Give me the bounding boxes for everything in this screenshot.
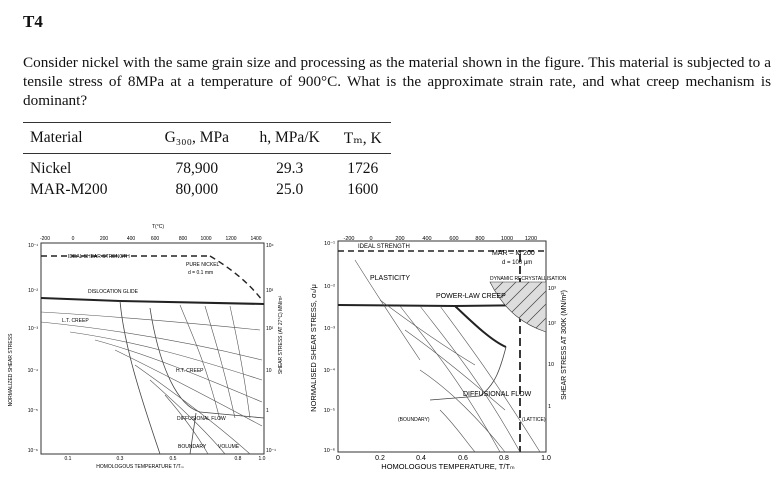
left-y-tick: 10⁻⁶: [27, 448, 38, 454]
left-deformation-map: [8, 224, 284, 470]
right-y-tick: 10⁻¹: [324, 241, 335, 247]
right-right-tick: 10³: [548, 286, 556, 292]
right-dynamic-label: DYNAMIC RECRYSTALLISATION: [490, 276, 567, 282]
left-right-title: SHEAR STRESS (AT 27°C) MN/m²: [278, 295, 284, 375]
right-material-label: MAR – M 200: [492, 250, 535, 257]
right-y-tick: 10⁻²: [324, 284, 335, 290]
left-x-tick: 1.0: [258, 456, 266, 462]
left-x-title: HOMOLOGOUS TEMPERATURE T/Tₘ: [96, 464, 184, 470]
table-cell: 29.3: [276, 159, 304, 177]
table-cell: 78,900: [175, 159, 219, 177]
left-top-tick: 400: [126, 236, 136, 242]
left-region-labels: [62, 254, 240, 450]
table-cell: 1726: [347, 159, 379, 177]
left-y-tick: 10⁻¹: [28, 243, 38, 249]
right-boundary-label: (BOUNDARY): [398, 417, 430, 423]
right-ideal-strength-label: IDEAL STRENGTH: [358, 244, 410, 250]
right-x-tick: 0.8: [499, 455, 509, 462]
left-ht-creep-label: H.T. CREEP: [176, 368, 204, 374]
header-material: Material: [23, 123, 149, 154]
left-grain-size-label: d = 0.1 mm: [188, 270, 214, 276]
left-lt-creep-boundary: [120, 301, 160, 454]
left-boundary-label: BOUNDARY: [178, 444, 207, 450]
left-x-tick: 0.5: [169, 456, 177, 462]
question-text: Consider nickel with the same grain size and processing as the material shown in the figure. This material is subjected to a tensile stress of 8MPa at a temperature of 900°C. What is the approximate strain rate, and what creep mechanism is dominant?: [23, 54, 771, 109]
right-grain-size-label: d = 100 μm: [502, 260, 533, 266]
left-right-tick: 10⁴: [266, 243, 274, 249]
left-glide-boundary: [41, 298, 264, 304]
right-powerlaw-boundary: [455, 306, 506, 347]
left-y-tick: 10⁻⁴: [27, 368, 38, 374]
left-top-tick: 200: [99, 236, 109, 242]
left-top-tick: 600: [150, 236, 160, 242]
table-cell: 25.0: [276, 181, 304, 198]
left-plot-frame: [41, 243, 264, 454]
table-cell: 1600: [347, 181, 379, 198]
table-cell: Nickel: [30, 159, 72, 177]
right-y-tick: 10⁻³: [324, 326, 335, 332]
right-top-tick: 1000: [500, 236, 514, 242]
right-x-tick: 0.4: [416, 455, 426, 462]
left-y-title: NORMALIZED SHEAR STRESS: [8, 333, 14, 407]
left-ideal-strength-label: IDEAL SHEAR STRENGTH: [68, 254, 130, 260]
right-x-tick: 0.6: [458, 455, 468, 462]
question-number: T4: [23, 12, 43, 31]
right-y-tick: 10⁻⁵: [323, 408, 335, 414]
right-right-tick: 10²: [548, 321, 556, 327]
right-x-title: HOMOLOGOUS TEMPERATURE, T/Tₘ: [381, 462, 515, 471]
left-lt-creep-label: L.T. CREEP: [62, 318, 89, 324]
left-right-tick: 1: [266, 408, 269, 414]
right-region-labels: [358, 244, 567, 423]
left-y-tick: 10⁻⁵: [27, 408, 38, 414]
right-top-tick: 200: [395, 236, 405, 242]
right-y-ticks: [324, 241, 336, 454]
right-top-tick: 800: [475, 236, 485, 242]
right-y-tick: 10⁻⁶: [323, 448, 335, 454]
right-x-tick: 1.0: [541, 455, 551, 462]
left-top-tick: 1000: [200, 236, 212, 242]
table-cell: 80,000: [175, 181, 219, 198]
left-y-ticks: [28, 243, 39, 454]
left-diffusional-label: DIFFUSIONAL FLOW: [177, 416, 226, 422]
header-shear-modulus: G₃₀₀, MPa: [149, 123, 245, 154]
left-top-tick: 800: [178, 236, 188, 242]
right-right-tick: 1: [548, 404, 552, 410]
right-y-tick: 10⁻⁴: [323, 368, 335, 374]
left-top-ticks: [40, 236, 262, 242]
right-top-tick: 0: [369, 236, 373, 242]
right-plasticity-label: PLASTICITY: [370, 275, 411, 282]
left-top-tick: 1400: [250, 236, 262, 242]
header-h: h, MPa/K: [245, 123, 335, 154]
header-melting-temp: Tₘ, K: [335, 123, 391, 154]
right-diffusional-label: DIFFUSIONAL FLOW: [463, 391, 532, 398]
left-x-tick: 0.8: [234, 456, 242, 462]
left-top-tick: -200: [39, 236, 51, 242]
left-x-ticks: [65, 456, 266, 462]
left-right-tick: 10⁻¹: [266, 448, 276, 454]
right-plot-frame: [338, 241, 546, 452]
left-y-tick: 10⁻³: [28, 326, 38, 332]
right-top-tick: 1200: [524, 236, 538, 242]
left-x-tick: 0.3: [116, 456, 124, 462]
left-right-tick: 10: [266, 368, 272, 374]
right-x-tick: 0.2: [375, 455, 385, 462]
left-right-tick: 10²: [266, 326, 274, 332]
left-strain-rate-contours: [41, 305, 262, 454]
right-deformation-map: [309, 236, 568, 471]
right-lattice-label: (LATTICE): [522, 417, 546, 423]
right-x-ticks: [336, 455, 551, 462]
right-top-tick: 400: [422, 236, 432, 242]
right-right-ticks: [548, 286, 556, 410]
right-right-tick: 10: [548, 362, 555, 368]
right-top-tick: -200: [343, 236, 355, 242]
left-dislocation-glide-label: DISLOCATION GLIDE: [88, 289, 138, 295]
left-x-tick: 0.1: [64, 456, 72, 462]
right-top-tick: 600: [449, 236, 459, 242]
left-right-ticks: [266, 243, 276, 454]
left-top-tick: 0: [71, 236, 75, 242]
right-x-tick: 0: [336, 455, 340, 462]
right-y-title: NORMALISED SHEAR STRESS, σₛ/μ: [309, 284, 318, 412]
right-recrystallisation-region: [490, 282, 546, 332]
table-cell: MAR-M200: [30, 181, 108, 198]
left-volume-label: VOLUME: [218, 444, 240, 450]
right-right-title: SHEAR STRESS AT 300K (MN/m²): [561, 290, 568, 400]
right-powerlaw-label: POWER-LAW CREEP: [436, 293, 506, 300]
left-y-tick: 10⁻²: [28, 288, 38, 294]
left-top-axis-title: T(°C): [152, 224, 164, 230]
left-right-tick: 10³: [266, 288, 274, 294]
left-material-label: PURE NICKEL: [186, 262, 220, 268]
left-top-tick: 1200: [225, 236, 237, 242]
